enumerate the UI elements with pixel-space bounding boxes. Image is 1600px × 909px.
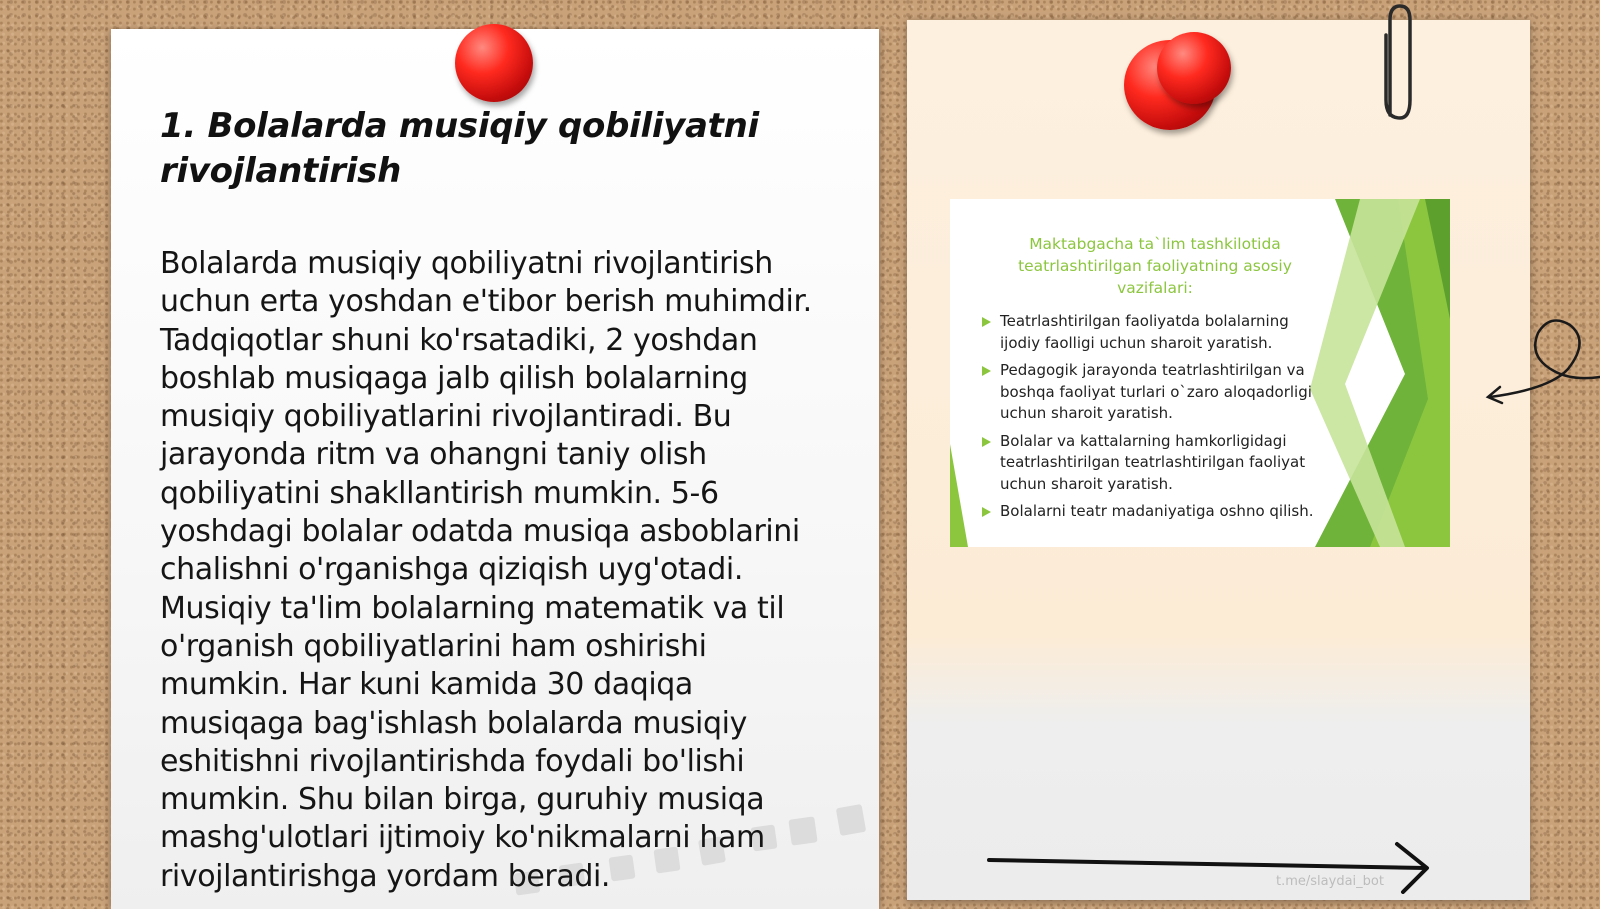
triangle-bullet-icon xyxy=(982,507,991,517)
list-item: Pedagogik jarayonda teatrlashtirilgan va boshqa faoliyat turlari o`zaro aloqadorligi uchun sharoit yaratish. xyxy=(982,360,1330,425)
list-item: Teatrlashtirilgan faoliyatda bolalarning ijodiy faolligi uchun sharoit yaratish. xyxy=(982,311,1330,354)
triangle-bullet-icon xyxy=(982,437,991,447)
tape-strip xyxy=(836,804,866,836)
push-pin-icon xyxy=(1157,32,1231,104)
triangle-bullet-icon xyxy=(982,317,991,327)
list-item: Bolalarni teatr madaniyatiga oshno qilish. xyxy=(982,501,1330,523)
page-title: 1. Bolalarda musiqiy qobiliyatni rivojlantirish xyxy=(160,106,759,191)
list-item: Bolalar va kattalarning hamkorligidagi teatrlashtirilgan teatrlashtirilgan faoliyat uchun sharoit yaratish. xyxy=(982,431,1330,496)
slide-image xyxy=(950,199,1450,547)
watermark: t.me/slaydai_bot xyxy=(1276,874,1384,889)
slide-title: Maktabgacha ta`lim tashkilotida teatrlashtirilgan faoliyatning asosiy vazifalari: xyxy=(1018,235,1292,297)
paperclip-icon xyxy=(1370,0,1420,125)
triangle-bullet-icon xyxy=(982,366,991,376)
slide-bullet-list xyxy=(982,311,1330,529)
push-pin-icon xyxy=(455,24,533,102)
body-paragraph: Bolalarda musiqiy qobiliyatni rivojlantirish uchun erta yoshdan e'tibor berish muhimdir. Tadqiqotlar shuni ko'rsatadiki, 2 yoshdan boshlab musiqaga jalb qilish bolalarning musiqiy qobiliyatlarini rivojlantiradi. Bu jarayonda ritm va ohangni taniy olish qobiliyatini shakllantirish mumkin. 5-6 yoshdagi bolalar odatda musiqa asboblarini chalishni o'rganishga qiziqish uyg'otadi. Musiqiy ta'lim bolalarning matematik va til o'rganish qobiliyatlarini ham oshirishi mumkin. Har kuni kamida 30 daqiqa musiqaga bag'ishlash bolalarda musiqiy eshitishni rivojlantirishda foydali bo'lishi mumkin. Shu bilan birga, guruhiy musiqa mashg'ulotlari ijtimoiy ko'nikmalarni ham rivojlantirishga yordam beradi. xyxy=(160,246,812,894)
doodle-loop-arrow-icon xyxy=(1480,315,1600,410)
